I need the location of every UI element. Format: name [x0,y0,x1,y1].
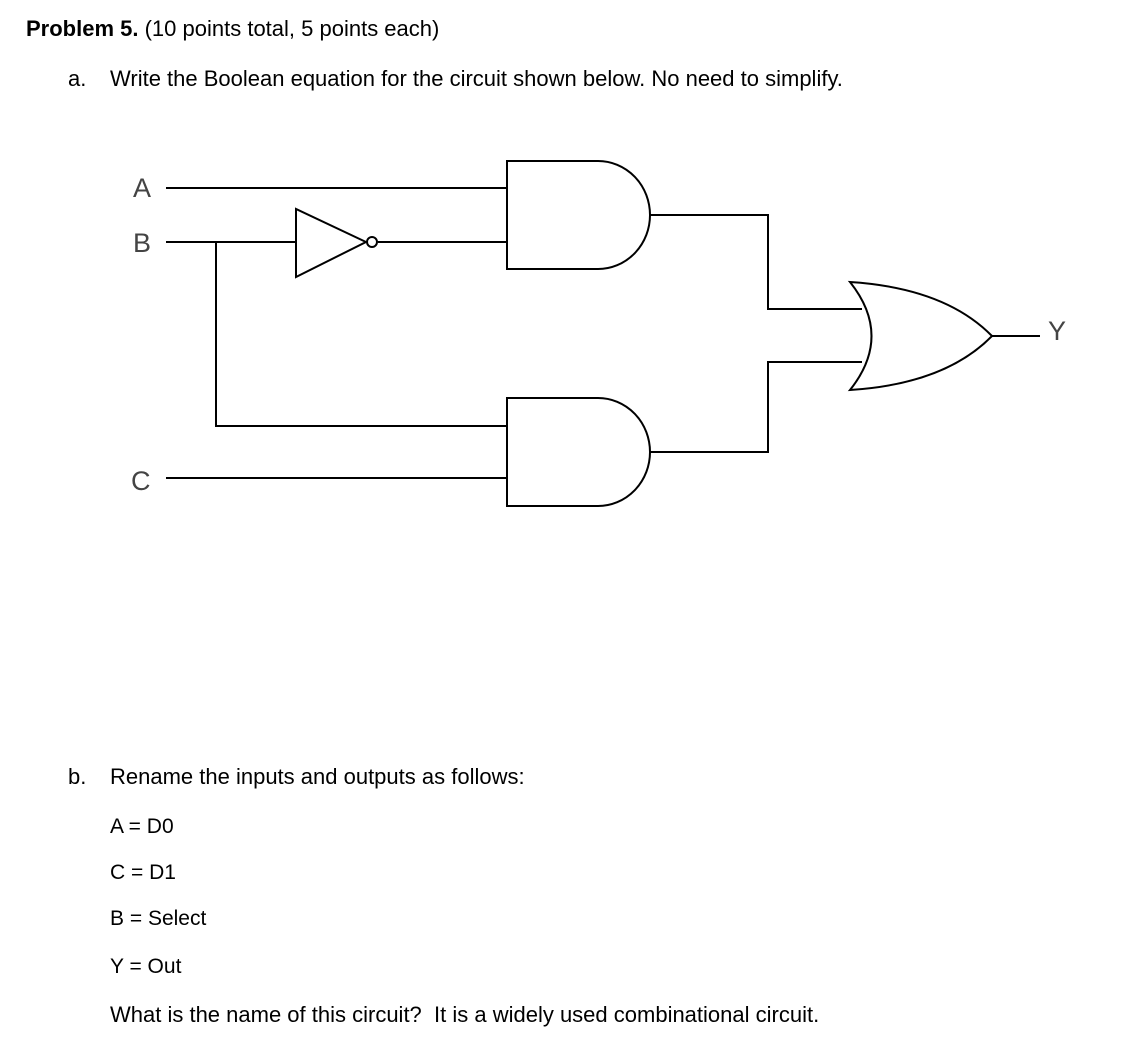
mapping-b: B = Select [110,907,207,930]
mapping-c: C = D1 [110,861,176,884]
part-b [68,764,525,790]
part-b-text: Rename the inputs and outputs as follows: [110,764,525,789]
input-label-c: C [131,466,151,496]
mapping-y: Y = Out [110,955,182,978]
not-gate [296,209,366,277]
part-a-marker: a. [68,66,87,91]
wire-and1-to-or [650,215,862,309]
and-gate-1 [507,161,650,269]
problem-title: Problem 5. [26,16,139,41]
input-label-a: A [133,173,152,203]
not-gate-bubble [367,237,377,247]
and-gate-2 [507,398,650,506]
input-label-b: B [133,228,152,258]
part-b-question: What is the name of this circuit? It is a widely used combinational circuit. [110,1002,820,1027]
part-b-marker: b. [68,764,87,789]
problem-points: (10 points total, 5 points each) [144,16,440,41]
wire-b-to-and2 [216,242,507,426]
output-label-y: Y [1048,316,1067,346]
or-gate [850,282,992,390]
mapping-a: A = D0 [110,815,174,838]
wire-and2-to-or [650,362,862,452]
part-a-text: Write the Boolean equation for the circuit shown below. No need to simplify. [110,66,843,91]
